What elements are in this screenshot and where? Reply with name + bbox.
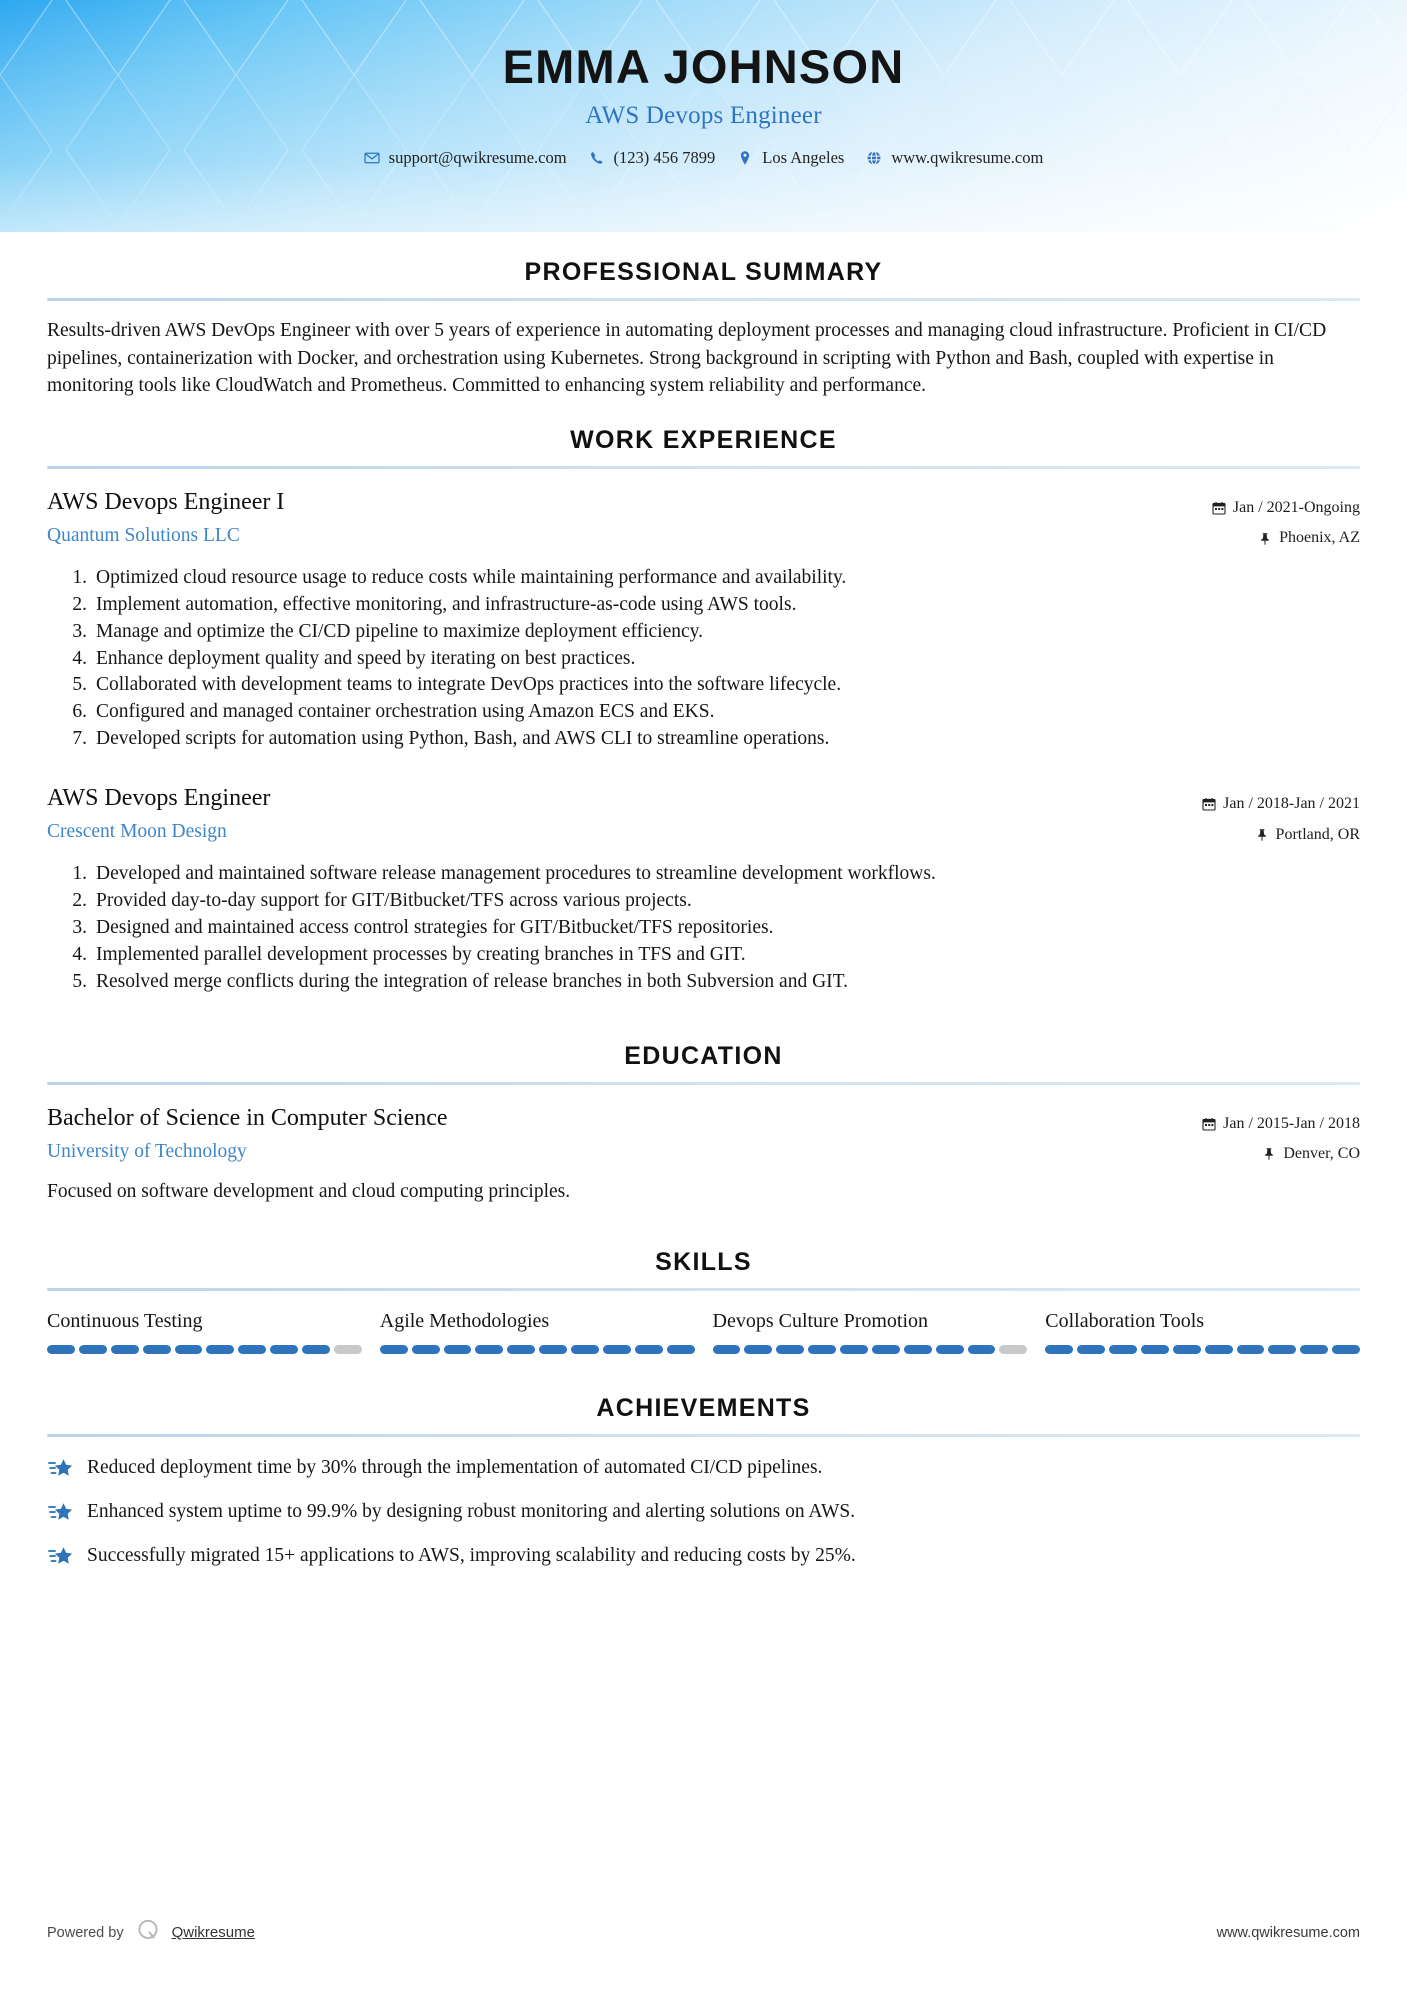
achievement-text: Successfully migrated 15+ applications to AWS, improving scalability and reducing costs by 25%.	[87, 1544, 856, 1566]
section-education	[47, 1042, 1360, 1206]
job-meta	[1150, 487, 1360, 554]
education-dates-line	[1150, 1109, 1360, 1139]
job-meta	[1150, 783, 1360, 850]
skill-segment	[111, 1345, 139, 1354]
job-dates: Jan / 2018-Jan / 2021	[1223, 795, 1360, 813]
skill-segment	[999, 1345, 1027, 1354]
skill-segment	[444, 1345, 472, 1354]
contact-location[interactable]	[731, 148, 850, 168]
skill-segment	[380, 1345, 408, 1354]
skill-segment	[968, 1345, 996, 1354]
email-icon	[364, 150, 380, 166]
achievements-list	[47, 1455, 1360, 1570]
skill-segment	[571, 1345, 599, 1354]
summary-text: Results-driven AWS DevOps Engineer with over 5 years of experience in automating deployment processes and managing cloud infrastructure. Proficient in CI/CD pipelines, containerization with Docker, and orchestration using Kubernetes. Strong background in scripting with Python and Bash, coupled with expertise in monitoring tools like CloudWatch and Prometheus. Committed to enhancing system reliability and performance.	[47, 320, 1327, 397]
contact-website-text: www.qwikresume.com	[891, 148, 1044, 168]
bullet-text: Manage and optimize the CI/CD pipeline to maximize deployment efficiency.	[96, 620, 704, 642]
skill-segment	[1077, 1345, 1105, 1354]
section-divider	[47, 466, 1360, 469]
skill-segment	[603, 1345, 631, 1354]
education-note: Focused on software development and cloud computing principles.	[47, 1181, 571, 1203]
contact-email[interactable]	[358, 148, 573, 168]
section-divider	[47, 1434, 1360, 1437]
shooting-star-icon	[47, 1544, 73, 1570]
section-work-experience	[47, 426, 1360, 995]
skill-segment	[539, 1345, 567, 1354]
section-skills	[47, 1248, 1360, 1354]
skill-segment	[47, 1345, 75, 1354]
job-dates: Jan / 2021-Ongoing	[1232, 499, 1360, 517]
skill-segment	[412, 1345, 440, 1354]
pushpin-icon	[1255, 828, 1269, 842]
skill-segment	[936, 1345, 964, 1354]
skill-item	[713, 1309, 1046, 1354]
contact-phone[interactable]	[583, 148, 722, 168]
job-dates-line	[1150, 789, 1360, 819]
bullet-text: Enhance deployment quality and speed by iterating on best practices.	[96, 647, 636, 669]
skill-segment	[713, 1345, 741, 1354]
achievement-text: Enhanced system uptime to 99.9% by designing robust monitoring and alerting solutions on AWS.	[87, 1500, 856, 1522]
bullet-item: 5. Resolved merge conflicts during the integration of release branches in both Subversion and GIT.	[47, 969, 1360, 996]
skill-segment	[1237, 1345, 1265, 1354]
skill-segment	[1173, 1345, 1201, 1354]
skill-segment	[1205, 1345, 1233, 1354]
section-divider	[47, 1082, 1360, 1085]
achievement-text: Reduced deployment time by 30% through the implementation of automated CI/CD pipelines.	[87, 1456, 823, 1478]
pushpin-icon	[1258, 532, 1272, 546]
calendar-icon	[1202, 797, 1216, 811]
resume-header	[0, 0, 1407, 232]
education-entry	[47, 1103, 1360, 1206]
bullet-text: Designed and maintained access control strategies for GIT/Bitbucket/TFS repositories.	[96, 916, 774, 938]
job-title: AWS Devops Engineer I	[47, 489, 285, 516]
skill-segment	[635, 1345, 663, 1354]
skill-segment	[1109, 1345, 1137, 1354]
skill-item	[47, 1309, 380, 1354]
skill-segment	[1332, 1345, 1360, 1354]
skill-segment	[175, 1345, 203, 1354]
skill-item	[380, 1309, 713, 1354]
skill-item	[1045, 1309, 1360, 1354]
shooting-star-icon	[47, 1500, 73, 1526]
job-location: Portland, OR	[1275, 825, 1360, 843]
job-title: AWS Devops Engineer	[47, 785, 271, 812]
bullet-text: Provided day-to-day support for GIT/Bitbucket/TFS across various projects.	[96, 889, 692, 911]
skill-label: Collaboration Tools	[1045, 1309, 1205, 1332]
skill-label: Devops Culture Promotion	[712, 1309, 929, 1332]
shooting-star-icon	[47, 1456, 73, 1482]
bullet-text: Implemented parallel development processes by creating branches in TFS and GIT.	[96, 943, 746, 965]
skill-segment	[507, 1345, 535, 1354]
job-location-line	[1150, 523, 1360, 553]
company-name[interactable]: Quantum Solutions LLC	[47, 525, 240, 547]
phone-icon	[589, 150, 605, 166]
skill-segment	[79, 1345, 107, 1354]
skill-segment	[143, 1345, 171, 1354]
bullet-text: Collaborated with development teams to integrate DevOps practices into the software lifecycle.	[96, 674, 842, 696]
section-title-education: EDUCATION	[624, 1041, 783, 1070]
qwikresume-brand-link[interactable]: Qwikresume	[171, 1924, 255, 1941]
bullet-item: 2. Implement automation, effective monitoring, and infrastructure-as-code using AWS tools.	[47, 592, 1360, 619]
skill-segment	[1045, 1345, 1073, 1354]
work-entry	[47, 487, 1360, 753]
section-divider	[47, 298, 1360, 301]
calendar-icon	[1202, 1117, 1216, 1131]
achievement-item	[47, 1455, 1360, 1482]
contact-email-text: support@qwikresume.com	[388, 148, 567, 168]
skill-label: Agile Methodologies	[379, 1309, 550, 1332]
education-dates: Jan / 2015-Jan / 2018	[1223, 1114, 1360, 1132]
bullet-text: Configured and managed container orchestration using Amazon ECS and EKS.	[96, 701, 715, 723]
bullet-text: Resolved merge conflicts during the integration of release branches in both Subversion and GIT.	[96, 970, 848, 992]
skill-segment	[840, 1345, 868, 1354]
contact-phone-text: (123) 456 7899	[613, 148, 716, 168]
skills-grid	[47, 1309, 1360, 1354]
qwikresume-logo-icon	[135, 1917, 161, 1948]
bullet-item: 1. Developed and maintained software release management procedures to streamline development workflows.	[47, 861, 1360, 888]
section-title-achievements: ACHIEVEMENTS	[596, 1393, 811, 1422]
bullet-item: 3. Designed and maintained access control strategies for GIT/Bitbucket/TFS repositories.	[47, 915, 1360, 942]
skill-level-bar	[713, 1345, 1028, 1354]
skill-label: Continuous Testing	[47, 1309, 203, 1332]
section-title-summary: PROFESSIONAL SUMMARY	[524, 258, 883, 286]
candidate-role: AWS Devops Engineer	[585, 102, 822, 130]
section-achievements	[47, 1394, 1360, 1570]
education-location-line	[1150, 1139, 1360, 1169]
bullet-item: 5. Collaborated with development teams to integrate DevOps practices into the software lifecycle.	[47, 672, 1360, 699]
education-location: Denver, CO	[1283, 1144, 1360, 1162]
skill-segment	[872, 1345, 900, 1354]
skill-segment	[667, 1345, 695, 1354]
job-dates-line	[1150, 493, 1360, 523]
skill-segment	[808, 1345, 836, 1354]
calendar-icon	[1212, 501, 1226, 515]
job-location-line	[1150, 820, 1360, 850]
skill-segment	[475, 1345, 503, 1354]
bullet-item: 3. Manage and optimize the CI/CD pipeline to maximize deployment efficiency.	[47, 619, 1360, 646]
bullet-text: Implement automation, effective monitoring, and infrastructure-as-code using AWS tools.	[96, 593, 797, 615]
page-footer	[0, 1917, 1407, 1948]
achievement-item	[47, 1499, 1360, 1526]
globe-icon	[866, 150, 882, 166]
section-title-skills: SKILLS	[655, 1247, 752, 1276]
skill-segment	[1268, 1345, 1296, 1354]
contact-row	[0, 148, 1407, 168]
bullet-text: Developed scripts for automation using Python, Bash, and AWS CLI to streamline operations.	[96, 728, 830, 750]
skill-segment	[776, 1345, 804, 1354]
skill-level-bar	[380, 1345, 695, 1354]
bullet-text: Optimized cloud resource usage to reduce costs while maintaining performance and availability.	[96, 566, 847, 588]
skill-segment	[334, 1345, 362, 1354]
contact-location-text: Los Angeles	[762, 148, 845, 168]
job-location: Phoenix, AZ	[1279, 529, 1360, 547]
skill-segment	[1141, 1345, 1169, 1354]
job-bullets	[47, 861, 1360, 996]
candidate-name: EMMA JOHNSON	[502, 40, 905, 93]
job-bullets	[47, 565, 1360, 753]
skill-segment	[270, 1345, 298, 1354]
bullet-item: 7. Developed scripts for automation using Python, Bash, and AWS CLI to streamline operations.	[47, 726, 1360, 753]
degree-title: Bachelor of Science in Computer Science	[47, 1104, 448, 1131]
company-name[interactable]: Crescent Moon Design	[47, 821, 227, 843]
bullet-item: 6. Configured and managed container orchestration using Amazon ECS and EKS.	[47, 699, 1360, 726]
skill-segment	[302, 1345, 330, 1354]
powered-by-label: Powered by	[47, 1924, 124, 1941]
skill-level-bar	[47, 1345, 362, 1354]
bullet-item: 2. Provided day-to-day support for GIT/Bitbucket/TFS across various projects.	[47, 888, 1360, 915]
school-name[interactable]: University of Technology	[47, 1140, 247, 1162]
skill-segment	[206, 1345, 234, 1354]
section-title-work: WORK EXPERIENCE	[570, 426, 837, 455]
skill-segment	[1300, 1345, 1328, 1354]
skill-segment	[238, 1345, 266, 1354]
education-meta	[1150, 1103, 1360, 1170]
section-professional-summary	[47, 258, 1360, 400]
skill-segment	[904, 1345, 932, 1354]
bullet-item: 4. Enhance deployment quality and speed by iterating on best practices.	[47, 646, 1360, 673]
achievement-item	[47, 1543, 1360, 1570]
skill-segment	[744, 1345, 772, 1354]
footer-website[interactable]: www.qwikresume.com	[1216, 1924, 1360, 1941]
bullet-item: 1. Optimized cloud resource usage to reduce costs while maintaining performance and availability.	[47, 565, 1360, 592]
work-entry	[47, 783, 1360, 995]
bullet-text: Developed and maintained software release management procedures to streamline development workflows.	[96, 862, 936, 884]
skill-level-bar	[1045, 1345, 1360, 1354]
bullet-item: 4. Implemented parallel development processes by creating branches in TFS and GIT.	[47, 942, 1360, 969]
section-divider	[47, 1288, 1360, 1291]
pushpin-icon	[1262, 1147, 1276, 1161]
contact-website[interactable]	[860, 148, 1049, 168]
location-pin-icon	[737, 150, 753, 166]
